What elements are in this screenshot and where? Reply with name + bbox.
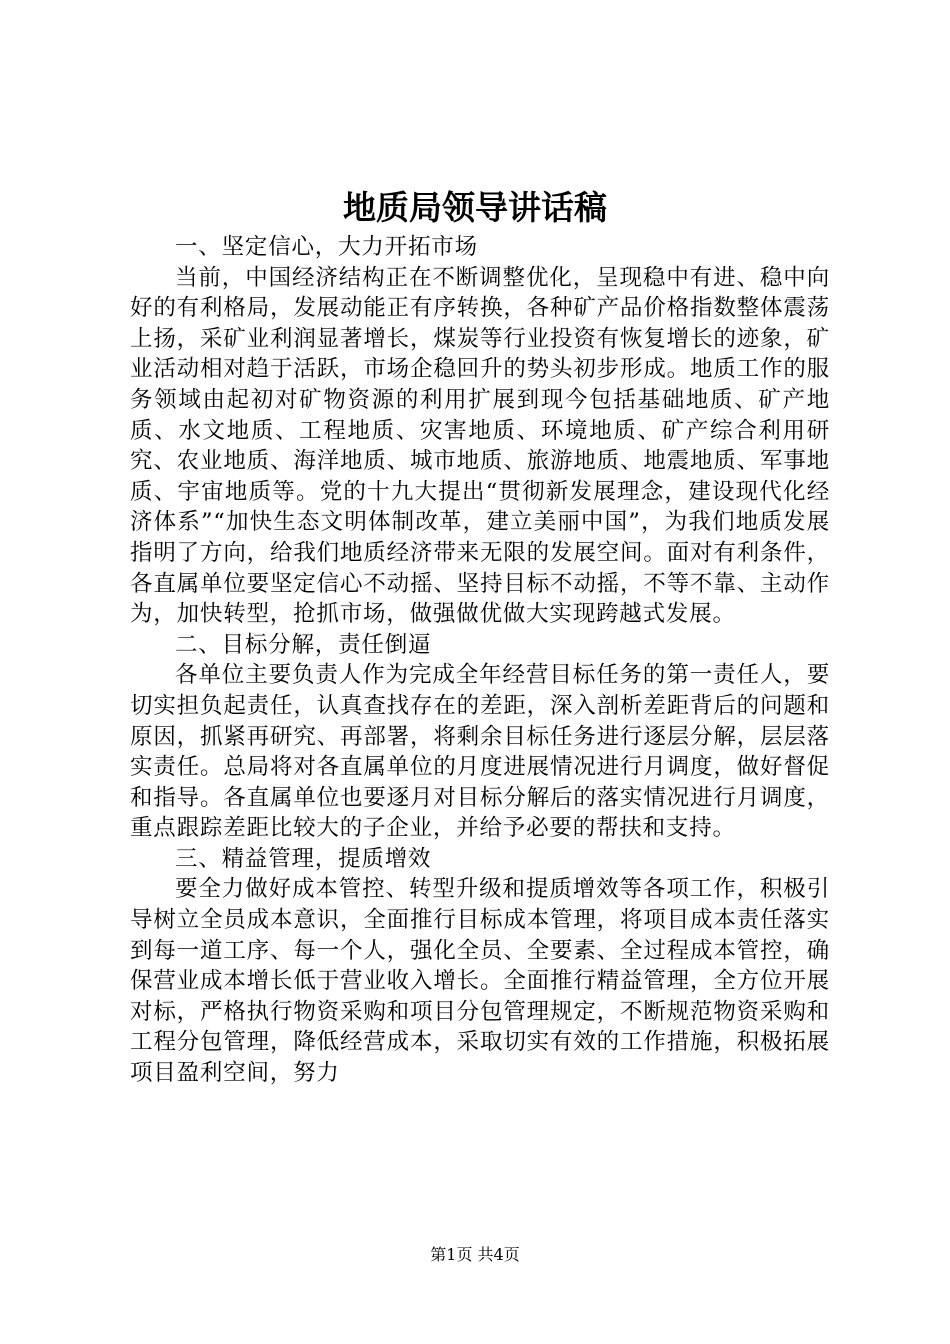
document-body [130, 232, 830, 1089]
paragraph-3: 要全力做好成本管控、转型升级和提质增效等各项工作，积极引导树立全员成本意识，全面推行目标成本管理，将项目成本责任落实到每一道工序、每一个人，强化全员、全要素、全过程成本管控，确保营业成本增长低于营业收入增长。全面推行精益管理，全方位开展对标，严格执行物资采购和项目分包管理规定，不断规范物资采购和工程分包管理，降低经营成本，采取切实有效的工作措施，积极拓展项目盈利空间，努力 [130, 876, 830, 1087]
paragraph-1: 当前，中国经济结构正在不断调整优化，呈现稳中有进、稳中向好的有利格局，发展动能正有序转换，各种矿产品价格指数整体震荡上扬，采矿业利润显著增长，煤炭等行业投资有恢复增长的迹象，矿业活动相对趋于活跃，市场企稳回升的势头初步形成。地质工作的服务领域由起初对矿物资源的利用扩展到现今包括基础地质、矿产地质、水文地质、工程地质、灾害地质、环境地质、矿产综合利用研究、农业地质、海洋地质、城市地质、旅游地质、地震地质、军事地质、宇宙地质等。党的十九大提出“贯彻新发展理念，建设现代化经济体系”“加快生态文明体制改革，建立美丽中国”，为我们地质发展指明了方向，给我们地质经济带来无限的发展空间。面对有利条件，各直属单位要坚定信心不动摇、坚持目标不动摇，不等不靠、主动作为，加快转型，抢抓市场，做强做优做大实现跨越式发展。 [130, 264, 830, 628]
paragraph-2: 各单位主要负责人作为完成全年经营目标任务的第一责任人，要切实担负起责任，认真查找存在的差距，深入剖析差距背后的问题和原因，抓紧再研究、再部署，将剩余目标任务进行逐层分解，层层落实责任。总局将对各直属单位的月度进展情况进行月调度，做好督促和指导。各直属单位也要逐月对目标分解后的落实情况进行月调度，重点跟踪差距比较大的子企业，并给予必要的帮扶和支持。 [130, 662, 830, 842]
document-title: 地质局领导讲话稿 [343, 188, 607, 227]
page-footer: 第1页 共4页 [430, 1245, 520, 1264]
section-heading-3: 三、精益管理，提质增效 [175, 845, 432, 872]
section-heading-1: 一、坚定信心，大力开拓市场 [175, 234, 478, 260]
section-heading-2: 二、目标分解，责任倒逼 [175, 631, 432, 658]
